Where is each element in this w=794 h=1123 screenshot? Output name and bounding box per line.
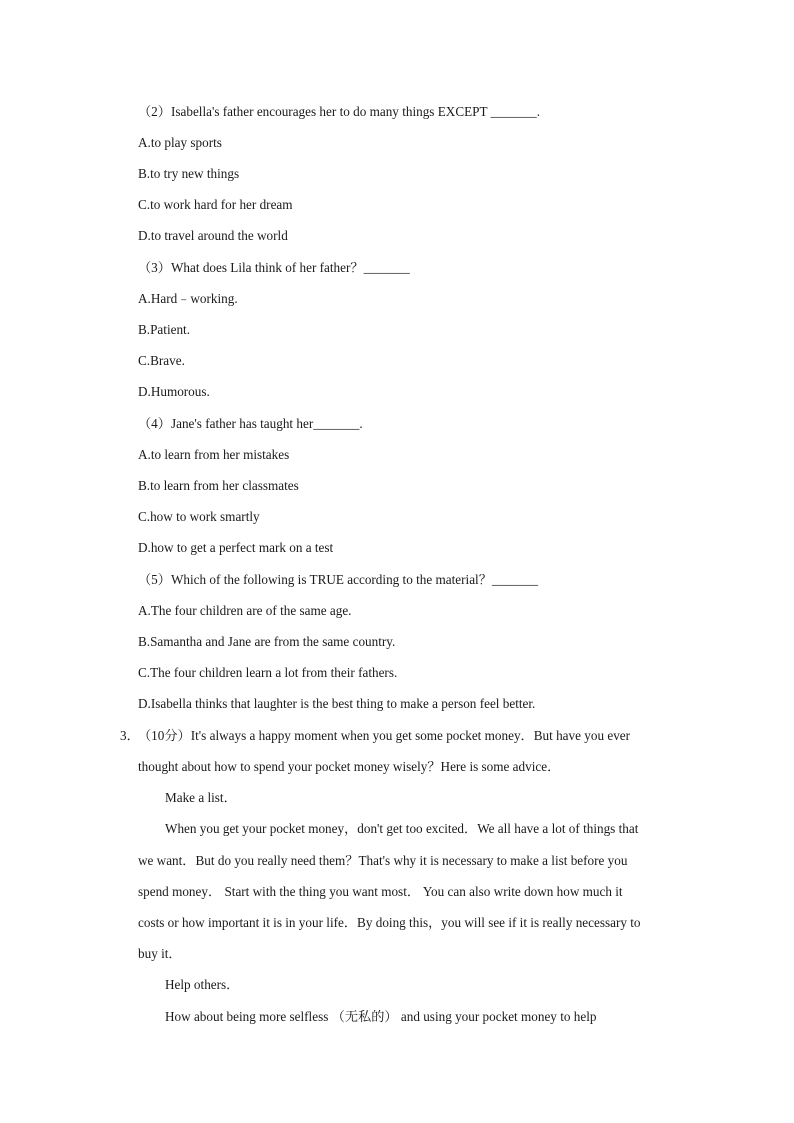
passage-paragraph-1-line-3: spend money． Start with the thing you want most． You can also write down how much it: [138, 884, 623, 899]
question-4-option-c: C.how to work smartly: [138, 509, 260, 524]
question-2-option-c: C.to work hard for her dream: [138, 197, 293, 212]
passage-intro-line-2: thought about how to spend your pocket money wisely？Here is some advice．: [138, 759, 561, 774]
question-4-stem: （4）Jane's father has taught her_______.: [138, 416, 363, 431]
question-5-option-d: D.Isabella thinks that laughter is the best thing to make a person feel better.: [138, 696, 536, 711]
passage-heading-help-others: Help others．: [165, 977, 240, 992]
question-2-option-a: A.to play sports: [138, 135, 222, 150]
passage-paragraph-1-line-1: When you get your pocket money，don't get too excited．We all have a lot of things that: [165, 821, 639, 836]
question-3-option-d: D.Humorous.: [138, 384, 210, 399]
passage-paragraph-2-line-1: How about being more selfless （无私的） and using your pocket money to help: [165, 1009, 597, 1024]
question-3-stem: （3）What does Lila think of her father？_______: [138, 260, 410, 275]
passage-paragraph-1-line-4: costs or how important it is in your life．By doing this，you will see if it is really necessary to: [138, 915, 641, 930]
question-5-option-a: A.The four children are of the same age.: [138, 603, 352, 618]
question-3-option-c: C.Brave.: [138, 353, 185, 368]
question-3-option-b: B.Patient.: [138, 322, 191, 337]
question-2-option-d: D.to travel around the world: [138, 228, 288, 243]
question-4-option-b: B.to learn from her classmates: [138, 478, 299, 493]
question-5-stem: （5）Which of the following is TRUE according to the material？_______: [138, 572, 539, 587]
passage-paragraph-1-line-5: buy it．: [138, 946, 182, 961]
passage-heading-make-a-list: Make a list．: [165, 790, 237, 805]
question-3-number: 3．: [120, 728, 140, 743]
question-3-option-a: A.Hard﹣working.: [138, 291, 238, 306]
question-4-option-d: D.how to get a perfect mark on a test: [138, 540, 334, 555]
passage-intro-line-1: （10分）It's always a happy moment when you get some pocket money．But have you ever: [138, 728, 631, 743]
question-5-option-b: B.Samantha and Jane are from the same country.: [138, 634, 396, 649]
passage-paragraph-1-line-2: we want．But do you really need them？That's why it is necessary to make a list before you: [138, 853, 628, 868]
question-5-option-c: C.The four children learn a lot from their fathers.: [138, 665, 398, 680]
question-2-option-b: B.to try new things: [138, 166, 240, 181]
question-2-stem: （2）Isabella's father encourages her to do many things EXCEPT _______.: [138, 104, 541, 119]
question-4-option-a: A.to learn from her mistakes: [138, 447, 290, 462]
